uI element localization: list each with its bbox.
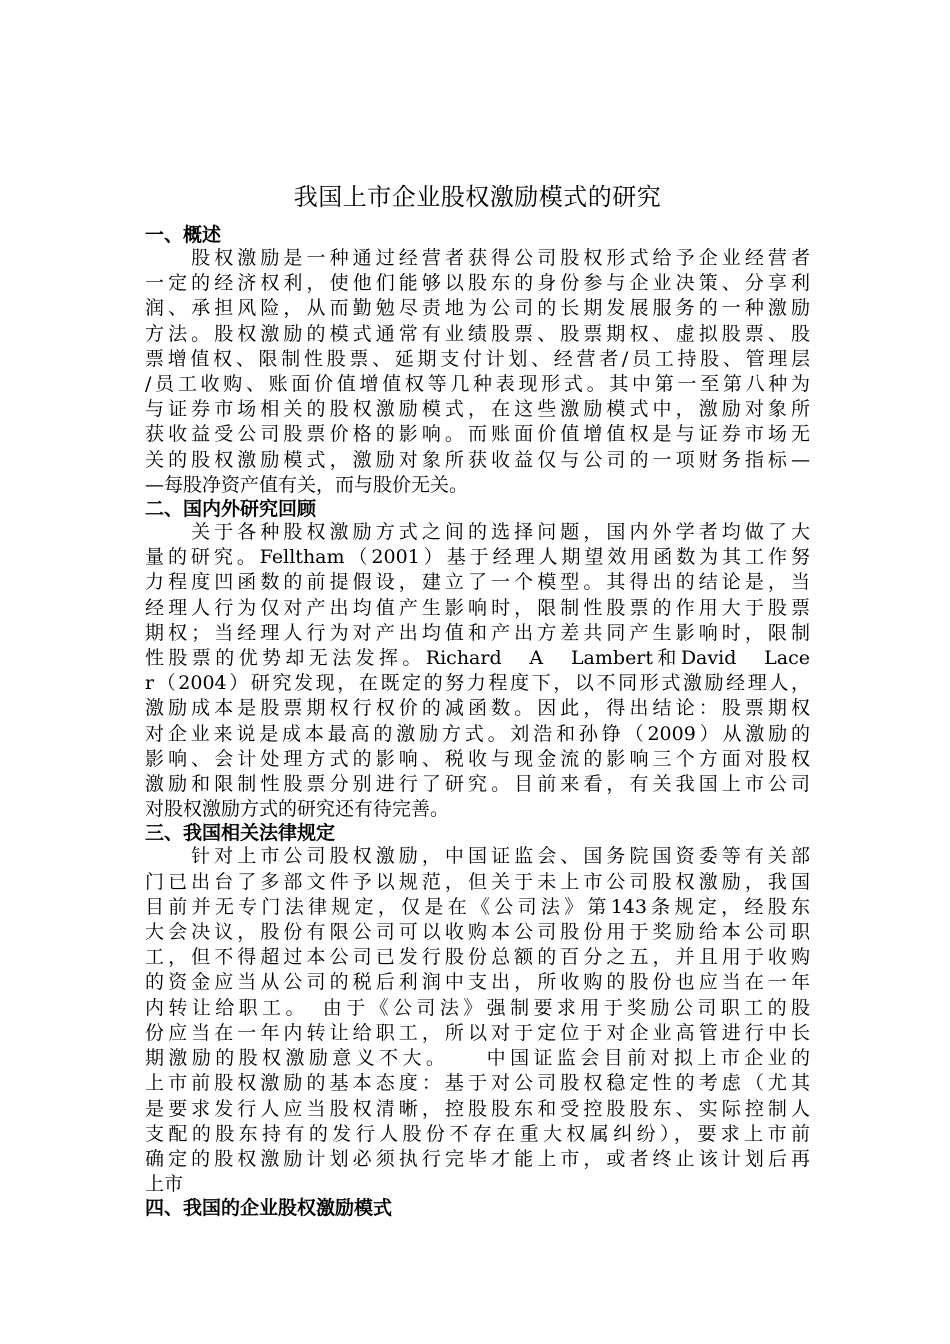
paragraph-line: 目前并无专门法律规定，仅是在《公司法》第143条规定，经股东 (145, 895, 810, 918)
paragraph-line: 影响、会计处理方式的影响、税收与现金流的影响三个方面对股权 (145, 747, 810, 770)
paragraph-line: 是要求发行人应当股权清晰，控股股东和受控股股东、实际控制人 (145, 1097, 810, 1120)
paragraph-line: 润、承担风险，从而勤勉尽责地为公司的长期发展服务的一种激励 (145, 297, 810, 320)
paragraph-line: —每股净资产值有关，而与股价无关。 (145, 473, 469, 496)
paragraph-line: 内转让给职工。 由于《公司法》强制要求用于奖励公司职工的股 (145, 996, 810, 1019)
paragraph-line: 对股权激励方式的研究还有待完善。 (145, 798, 450, 821)
paragraph-line: 期权；当经理人行为对产出均值和产出方差共同产生影响时，限制 (145, 621, 810, 644)
section-2 (145, 498, 810, 822)
paragraph-line: 份应当在一年内转让给职工，所以对于定位于对企业高管进行中长 (145, 1021, 810, 1044)
paragraph-line: /员工收购、账面价值增值权等几种表现形式。其中第一至第八种为 (145, 373, 810, 396)
paragraph-line: 门已出台了多部文件予以规范，但关于未上市公司股权激励，我国 (145, 870, 810, 893)
section-4 (145, 1197, 810, 1219)
paragraph-line: 关的股权激励模式，激励对象所获收益仅与公司的一项财务指标— (145, 448, 810, 471)
paragraph-line: 针对上市公司股权激励，中国证监会、国务院国资委等有关部 (145, 845, 810, 868)
section-paragraph (145, 246, 810, 498)
paragraph-line: 激励成本是股票期权行权价的减函数。因此，得出结论：股票期权 (145, 697, 810, 720)
section-paragraph (145, 520, 810, 822)
paragraph-line: 一定的经济权利，使他们能够以股东的身份参与企业决策、分享利 (145, 272, 810, 295)
section-heading: 三、我国相关法律规定 (145, 822, 336, 845)
paragraph-line: 的资金应当从公司的税后利润中支出，所收购的股份也应当在一年 (145, 971, 810, 994)
paragraph-line: r（2004）研究发现，在既定的努力程度下，以不同形式激励经理人， (145, 672, 810, 695)
paragraph-line: 工，但不得超过本公司已发行股份总额的百分之五，并且用于收购 (145, 946, 810, 969)
paragraph-line: 大会决议，股份有限公司可以收购本公司股份用于奖励给本公司职 (145, 921, 810, 944)
paragraph-line: 关于各种股权激励方式之间的选择问题，国内外学者均做了大 (145, 521, 810, 544)
paragraph-line: 与证券市场相关的股权激励模式，在这些激励模式中，激励对象所 (145, 398, 810, 421)
paragraph-line: 量的研究。Felltham（2001）基于经理人期望效用函数为其工作努 (145, 546, 810, 569)
section-3 (145, 822, 810, 1197)
section-heading: 一、概述 (145, 224, 222, 246)
paragraph-line: 对企业来说是成本最高的激励方式。刘浩和孙铮（2009）从激励的 (145, 722, 810, 745)
section-heading: 四、我国的企业股权激励模式 (145, 1197, 393, 1220)
paragraph-line: 激励和限制性股票分别进行了研究。目前来看，有关我国上市公司 (145, 773, 810, 796)
section-paragraph (145, 844, 810, 1197)
document-body (145, 224, 810, 1219)
paragraph-line: 获收益受公司股票价格的影响。而账面价值增值权是与证券市场无 (145, 423, 810, 446)
paragraph-line: 确定的股权激励计划必须执行完毕才能上市，或者终止该计划后再 (145, 1147, 810, 1170)
section-1 (145, 224, 810, 498)
paragraph-line: 票增值权、限制性股票、延期支付计划、经营者/员工持股、管理层 (145, 347, 810, 370)
paragraph-line: 股权激励是一种通过经营者获得公司股权形式给予企业经营者 (145, 247, 810, 269)
document-title: 我国上市企业股权激励模式的研究 (293, 183, 662, 211)
section-heading: 二、国内外研究回顾 (145, 498, 317, 521)
paragraph-line: 上市前股权激励的基本态度：基于对公司股权稳定性的考虑（尤其 (145, 1072, 810, 1095)
paragraph-line: 期激励的股权激励意义不大。 中国证监会目前对拟上市企业的 (145, 1047, 810, 1070)
paragraph-line: 力程度凹函数的前提假设，建立了一个模型。其得出的结论是，当 (145, 571, 810, 594)
document-page (145, 180, 810, 1219)
paragraph-line: 性股票的优势却无法发挥。Richard A Lambert和David Lace (145, 647, 810, 670)
paragraph-line: 经理人行为仅对产出均值产生影响时，限制性股票的作用大于股票 (145, 596, 810, 619)
paragraph-line: 上市 (145, 1173, 184, 1196)
paragraph-line: 支配的股东持有的发行人股份不存在重大权属纠纷），要求上市前 (145, 1122, 810, 1145)
paragraph-line: 方法。股权激励的模式通常有业绩股票、股票期权、虚拟股票、股 (145, 322, 810, 345)
